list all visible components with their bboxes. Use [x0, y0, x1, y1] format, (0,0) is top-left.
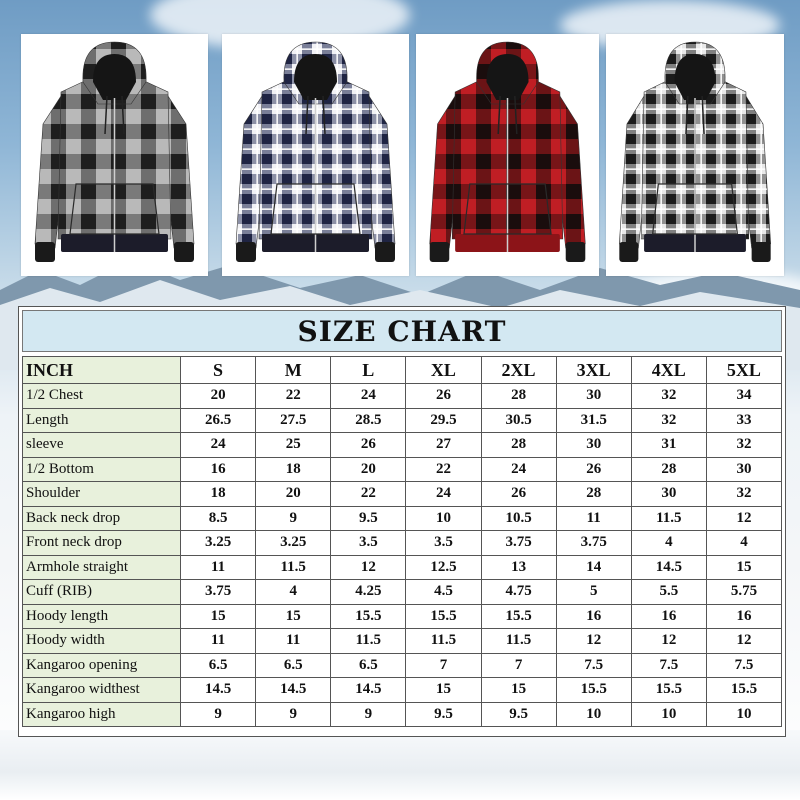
table-cell: 3.25: [181, 531, 256, 556]
table-cell: 30: [556, 433, 631, 458]
size-header-s: S: [181, 357, 256, 384]
table-cell: 11.5: [256, 555, 331, 580]
table-cell: 4.25: [331, 580, 406, 605]
table-cell: 9: [331, 702, 406, 727]
table-cell: 15: [706, 555, 781, 580]
table-cell: 22: [406, 457, 481, 482]
size-header-4xl: 4XL: [631, 357, 706, 384]
table-cell: 20: [181, 384, 256, 409]
row-label: Kangaroo opening: [23, 653, 181, 678]
table-cell: 15.5: [556, 678, 631, 703]
table-cell: 16: [706, 604, 781, 629]
table-cell: 11: [256, 629, 331, 654]
size-header-l: L: [331, 357, 406, 384]
row-label: Front neck drop: [23, 531, 181, 556]
table-cell: 11: [181, 629, 256, 654]
table-row: [23, 433, 782, 458]
row-label: Hoody length: [23, 604, 181, 629]
table-row: [23, 555, 782, 580]
table-cell: 24: [406, 482, 481, 507]
hoodie-hood-lining: [294, 54, 337, 100]
table-cell: 31: [631, 433, 706, 458]
product-card-2[interactable]: [222, 34, 409, 276]
table-cell: 8.5: [181, 506, 256, 531]
table-cell: 20: [256, 482, 331, 507]
row-label: Kangaroo widthest: [23, 678, 181, 703]
table-row: [23, 506, 782, 531]
hoodie-cuff-right: [375, 242, 395, 262]
size-header-2xl: 2XL: [481, 357, 556, 384]
table-cell: 11: [181, 555, 256, 580]
table-cell: 24: [481, 457, 556, 482]
table-cell: 15.5: [406, 604, 481, 629]
row-label: Shoulder: [23, 482, 181, 507]
table-row: [23, 604, 782, 629]
row-label: Back neck drop: [23, 506, 181, 531]
table-cell: 15: [256, 604, 331, 629]
table-cell: 13: [481, 555, 556, 580]
table-cell: 6.5: [181, 653, 256, 678]
table-cell: 5.5: [631, 580, 706, 605]
table-cell: 3.5: [406, 531, 481, 556]
header-label: INCH: [23, 357, 181, 384]
table-cell: 16: [181, 457, 256, 482]
table-cell: 26: [556, 457, 631, 482]
table-cell: 4: [631, 531, 706, 556]
table-cell: 4.5: [406, 580, 481, 605]
table-cell: 32: [706, 433, 781, 458]
table-cell: 11: [556, 506, 631, 531]
table-cell: 16: [556, 604, 631, 629]
row-label: 1/2 Chest: [23, 384, 181, 409]
table-cell: 10.5: [481, 506, 556, 531]
table-cell: 12: [331, 555, 406, 580]
hoodie-cuff-right: [566, 242, 586, 262]
table-cell: 11.5: [481, 629, 556, 654]
hoodie-cuff-left: [35, 242, 55, 262]
table-cell: 26.5: [181, 408, 256, 433]
table-cell: 15: [406, 678, 481, 703]
table-cell: 12: [706, 506, 781, 531]
table-cell: 18: [181, 482, 256, 507]
size-header-m: M: [256, 357, 331, 384]
table-cell: 15.5: [331, 604, 406, 629]
table-cell: 11.5: [331, 629, 406, 654]
table-cell: 3.75: [481, 531, 556, 556]
table-row: [23, 531, 782, 556]
hoodie-hood-lining: [486, 54, 528, 100]
table-cell: 4.75: [481, 580, 556, 605]
table-cell: 33: [706, 408, 781, 433]
table-cell: 5: [556, 580, 631, 605]
table-cell: 28: [481, 433, 556, 458]
hoodie-cuff-left: [619, 242, 638, 262]
table-row: [23, 408, 782, 433]
hoodie-image-2: [222, 34, 409, 276]
table-cell: 4: [706, 531, 781, 556]
product-card-1[interactable]: [21, 34, 208, 276]
table-cell: 24: [181, 433, 256, 458]
table-cell: 6.5: [256, 653, 331, 678]
row-label: Length: [23, 408, 181, 433]
table-cell: 11.5: [631, 506, 706, 531]
table-cell: 12: [706, 629, 781, 654]
table-cell: 7.5: [706, 653, 781, 678]
table-row: [23, 653, 782, 678]
size-header-3xl: 3XL: [556, 357, 631, 384]
table-row: [23, 580, 782, 605]
row-label: Cuff (RIB): [23, 580, 181, 605]
product-card-3[interactable]: [416, 34, 599, 276]
table-cell: 32: [706, 482, 781, 507]
snow-ground: [0, 730, 800, 800]
table-cell: 28: [556, 482, 631, 507]
table-cell: 12: [631, 629, 706, 654]
table-cell: 25: [256, 433, 331, 458]
row-label: sleeve: [23, 433, 181, 458]
hoodie-cuff-left: [430, 242, 450, 262]
size-chart: [18, 306, 786, 737]
row-label: 1/2 Bottom: [23, 457, 181, 482]
hoodie-cuff-right: [752, 242, 771, 262]
table-row: [23, 457, 782, 482]
table-cell: 28: [631, 457, 706, 482]
table-cell: 22: [331, 482, 406, 507]
table-cell: 32: [631, 384, 706, 409]
table-cell: 3.5: [331, 531, 406, 556]
table-cell: 30: [556, 384, 631, 409]
hoodie-image-3: [416, 34, 599, 276]
row-label: Hoody width: [23, 629, 181, 654]
table-cell: 7.5: [556, 653, 631, 678]
table-cell: 26: [481, 482, 556, 507]
table-cell: 5.75: [706, 580, 781, 605]
hoodie-image-4: [606, 34, 784, 276]
table-cell: 4: [256, 580, 331, 605]
row-label: Armhole straight: [23, 555, 181, 580]
table-cell: 10: [556, 702, 631, 727]
table-row: [23, 702, 782, 727]
table-cell: 9.5: [406, 702, 481, 727]
hoodie-hood-lining: [675, 54, 716, 100]
table-cell: 22: [256, 384, 331, 409]
table-cell: 30.5: [481, 408, 556, 433]
table-cell: 28: [481, 384, 556, 409]
table-cell: 9: [256, 702, 331, 727]
size-header-5xl: 5XL: [706, 357, 781, 384]
table-cell: 10: [706, 702, 781, 727]
table-cell: 7: [406, 653, 481, 678]
table-row: [23, 384, 782, 409]
table-cell: 30: [631, 482, 706, 507]
table-cell: 34: [706, 384, 781, 409]
table-cell: 28.5: [331, 408, 406, 433]
table-cell: 14.5: [256, 678, 331, 703]
table-cell: 14.5: [181, 678, 256, 703]
table-cell: 27: [406, 433, 481, 458]
table-cell: 32: [631, 408, 706, 433]
table-cell: 7: [481, 653, 556, 678]
table-cell: 18: [256, 457, 331, 482]
size-table: [22, 356, 782, 727]
table-cell: 26: [331, 433, 406, 458]
table-cell: 10: [406, 506, 481, 531]
table-cell: 3.75: [556, 531, 631, 556]
table-cell: 6.5: [331, 653, 406, 678]
table-cell: 12: [556, 629, 631, 654]
table-row: [23, 482, 782, 507]
table-cell: 24: [331, 384, 406, 409]
table-row: [23, 678, 782, 703]
table-cell: 15.5: [706, 678, 781, 703]
hoodie-cuff-right: [174, 242, 194, 262]
table-cell: 3.75: [181, 580, 256, 605]
table-cell: 15: [481, 678, 556, 703]
table-cell: 12.5: [406, 555, 481, 580]
size-header-row: [23, 357, 782, 384]
product-card-4[interactable]: [606, 34, 784, 276]
table-cell: 14.5: [331, 678, 406, 703]
table-cell: 30: [706, 457, 781, 482]
table-cell: 14.5: [631, 555, 706, 580]
table-cell: 15.5: [631, 678, 706, 703]
table-cell: 20: [331, 457, 406, 482]
table-cell: 29.5: [406, 408, 481, 433]
row-label: Kangaroo high: [23, 702, 181, 727]
table-cell: 26: [406, 384, 481, 409]
table-cell: 9.5: [481, 702, 556, 727]
hoodie-cuff-left: [236, 242, 256, 262]
hoodie-image-1: [21, 34, 208, 276]
table-cell: 9.5: [331, 506, 406, 531]
table-cell: 9: [256, 506, 331, 531]
table-cell: 15: [181, 604, 256, 629]
table-cell: 3.25: [256, 531, 331, 556]
table-cell: 16: [631, 604, 706, 629]
table-cell: 31.5: [556, 408, 631, 433]
table-cell: 11.5: [406, 629, 481, 654]
table-row: [23, 629, 782, 654]
table-cell: 9: [181, 702, 256, 727]
table-cell: 15.5: [481, 604, 556, 629]
size-header-xl: XL: [406, 357, 481, 384]
table-cell: 27.5: [256, 408, 331, 433]
hoodie-hood-lining: [93, 54, 136, 100]
table-cell: 14: [556, 555, 631, 580]
size-chart-title: SIZE CHART: [22, 310, 782, 352]
table-cell: 10: [631, 702, 706, 727]
table-cell: 7.5: [631, 653, 706, 678]
